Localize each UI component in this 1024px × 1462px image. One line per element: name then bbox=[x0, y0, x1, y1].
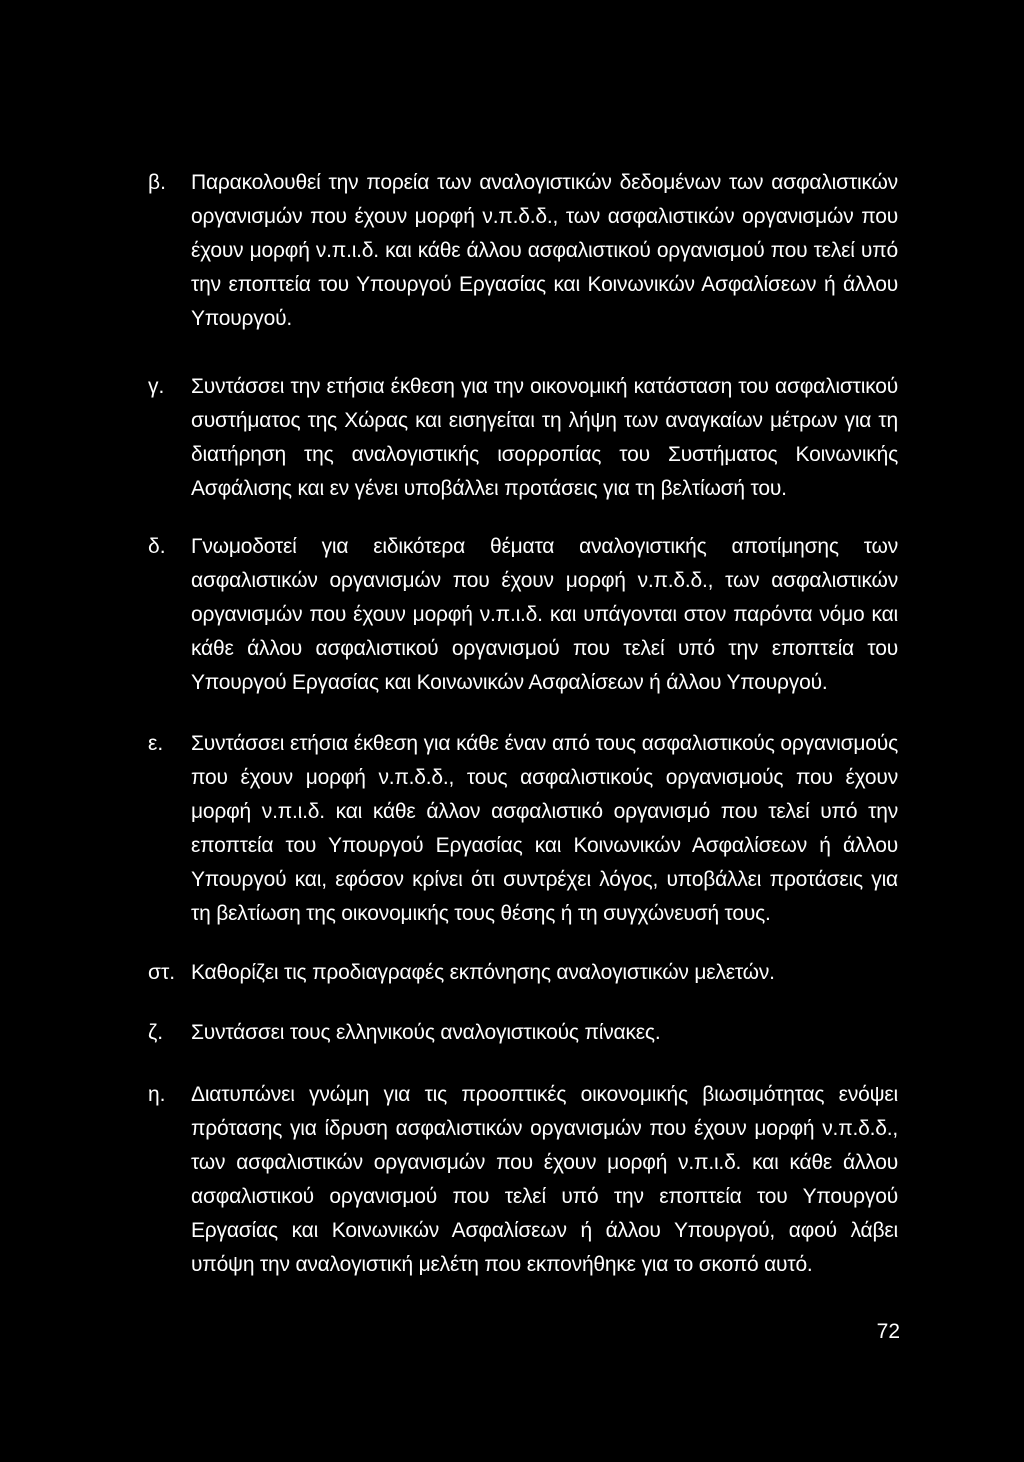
list-marker: β. bbox=[148, 171, 166, 194]
page-number: 72 bbox=[876, 1320, 900, 1343]
list-item-gamma bbox=[148, 370, 898, 506]
list-item-epsilon bbox=[148, 727, 898, 931]
list-marker: η. bbox=[148, 1083, 166, 1106]
list-marker: γ. bbox=[148, 375, 165, 398]
paragraph-text: Γνωμοδοτεί για ειδικότερα θέματα αναλογιστικής αποτίμησης των ασφαλιστικών οργανισμών που έχουν μορφή ν.π.δ.δ., των ασφαλιστικών οργανισμών που έχουν μορφή ν.π.ι.δ. και υπάγονται στον παρόντα νόμο και κάθε άλλου ασφαλιστικού οργανισμού που τελεί υπό την εποπτεία του Υπουργού Εργασίας και Κοινωνικών Ασφαλίσεων ή άλλου Υπουργού. bbox=[191, 535, 898, 694]
list-marker: στ. bbox=[148, 961, 176, 984]
list-marker: δ. bbox=[148, 535, 166, 558]
paragraph-text: Διατυπώνει γνώμη για τις προοπτικές οικονομικής βιωσιμότητας ενόψει πρότασης για ίδρυση ασφαλιστικών οργανισμών που έχουν μορφή ν.π.δ.δ., των ασφαλιστικών οργανισμών που έχουν μορφή ν.π.ι.δ. και κάθε άλλου ασφαλιστικού οργανισμού που τελεί υπό την εποπτεία του Υπουργού Εργασίας και Κοινωνικών Ασφαλίσεων ή άλλου Υπουργού, αφού λάβει υπόψη την αναλογιστική μελέτη που εκπονήθηκε για το σκοπό αυτό. bbox=[191, 1083, 898, 1276]
list-item-beta bbox=[148, 166, 898, 336]
list-marker: ζ. bbox=[148, 1021, 164, 1044]
paragraph-text: Συντάσσει τους ελληνικούς αναλογιστικούς πίνακες. bbox=[191, 1021, 661, 1044]
list-item-zeta bbox=[148, 1016, 898, 1050]
list-marker: ε. bbox=[148, 732, 164, 755]
list-item-delta bbox=[148, 530, 898, 700]
paragraph-text: Συντάσσει ετήσια έκθεση για κάθε έναν από τους ασφαλιστικούς οργανισμούς που έχουν μορφή ν.π.δ.δ., τους ασφαλιστικούς οργανισμούς που έχουν μορφή ν.π.ι.δ. και κάθε άλλον ασφαλιστικό οργανισμό που τελεί υπό την εποπτεία του Υπουργού Εργασίας και Κοινωνικών Ασφαλίσεων ή άλλου Υπουργού και, εφόσον κρίνει ότι συντρέχει λόγος, υποβάλλει προτάσεις για τη βελτίωση της οικονομικής τους θέσης ή τη συγχώνευσή τους. bbox=[191, 732, 898, 925]
paragraph-text: Καθορίζει τις προδιαγραφές εκπόνησης αναλογιστικών μελετών. bbox=[191, 961, 775, 984]
paragraph-text: Παρακολουθεί την πορεία των αναλογιστικών δεδομένων των ασφαλιστικών οργανισμών που έχουν μορφή ν.π.δ.δ., των ασφαλιστικών οργανισμών που έχουν μορφή ν.π.ι.δ. και κάθε άλλου ασφαλιστικού οργανισμού που τελεί υπό την εποπτεία του Υπουργού Εργασίας και Κοινωνικών Ασφαλίσεων ή άλλου Υπουργού. bbox=[191, 171, 898, 330]
list-item-eta bbox=[148, 1078, 898, 1282]
paragraph-text: Συντάσσει την ετήσια έκθεση για την οικονομική κατάσταση του ασφαλιστικού συστήματος της Χώρας και εισηγείται τη λήψη των αναγκαίων μέτρων για τη διατήρηση της αναλογιστικής ισορροπίας του Συστήματος Κοινωνικής Ασφάλισης και εν γένει υποβάλλει προτάσεις για τη βελτίωσή του. bbox=[191, 375, 898, 500]
list-item-stigma bbox=[148, 956, 898, 990]
